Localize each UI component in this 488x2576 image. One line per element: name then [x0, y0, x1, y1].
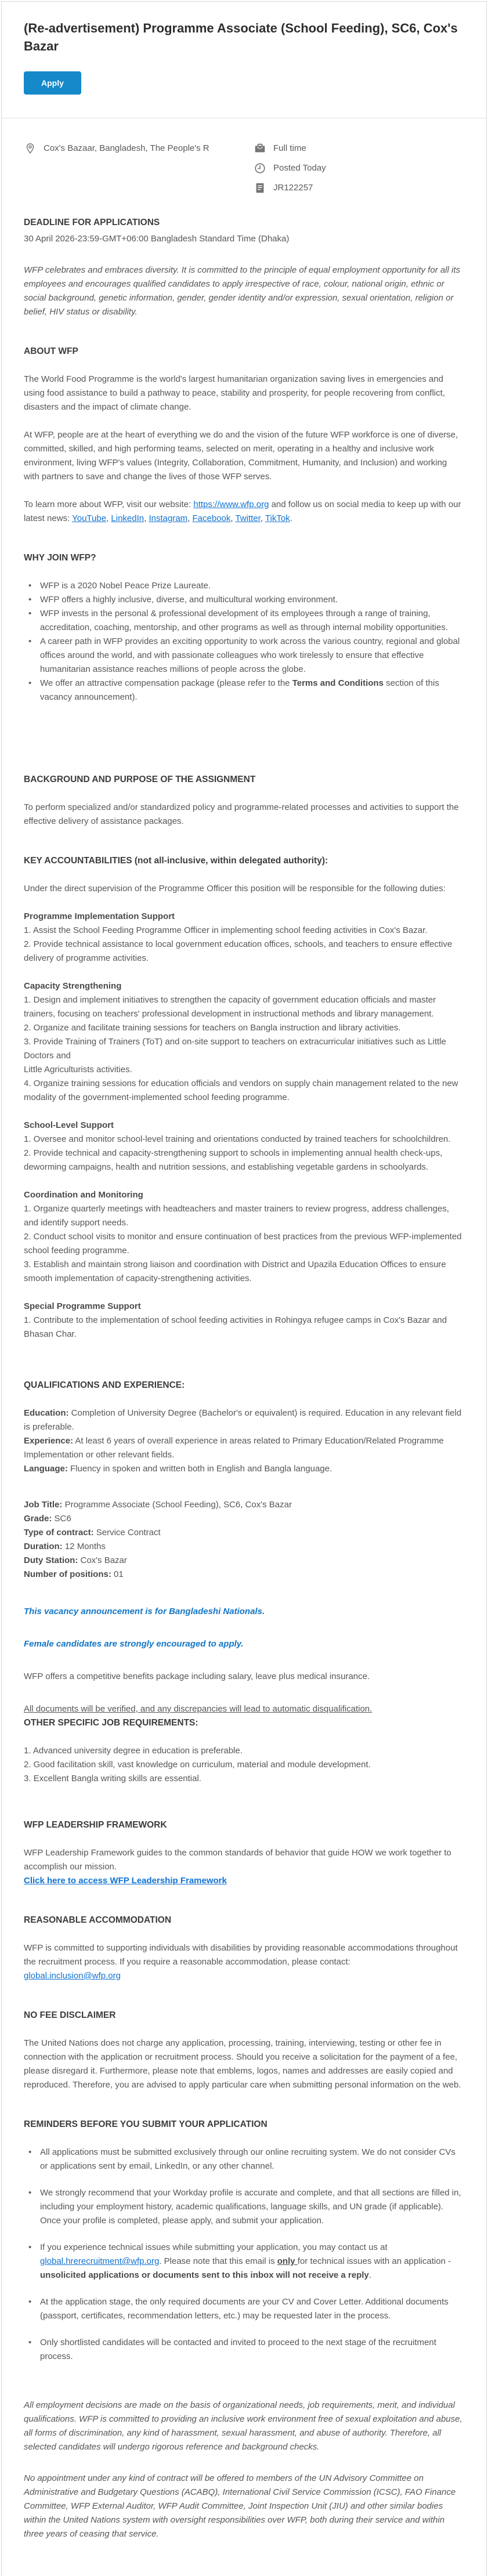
reminder-text: Only shortlisted candidates will be contacted and invited to proceed to the next stage of the recruitment process. [40, 2338, 436, 2361]
qualification-text: At least 6 years of overall experience in areas related to Primary Education/Related Programme Implementation or other relevant fields. [24, 1436, 444, 1460]
deadline-heading: DEADLINE FOR APPLICATIONS [24, 218, 160, 227]
wfp-website-link[interactable]: https://www.wfp.org [193, 500, 269, 509]
reminders-list [24, 2146, 464, 2364]
no-fee-paragraph: The United Nations does not charge any application, processing, training, interviewing, testing or other fee in connection with the application or recruitment process. Should you receive a solicitation for the payment of a fee, please disregard it. Furthermore, please note that emblems, logos, names and addresses are easily copied and reproduced. Therefore, you are advised to apply particular care when submitting personal information on the web. [24, 2038, 461, 2090]
no-appointment-paragraph: No appointment under any kind of contract will be offered to members of the UN Advisory Committee on Administrative and Budgetary Questions (ACABQ), International Civil Service Commission (ICSC), FAO Finance Committee, WFP External Auditor, WFP Audit Committee, Joint Inspection Unit (JIU) and other similar bodies within the United Nations system with oversight responsibilities over WFP, both during their service and within three years of ceasing that service. [24, 2473, 456, 2539]
duty-subheading: Special Programme Support [24, 1301, 141, 1311]
nationals-notice: This vacancy announcement is for Bangladeshi Nationals. [24, 1607, 265, 1616]
reminder-item [24, 2295, 464, 2323]
duty-programme-implementation [24, 910, 464, 965]
job-details-list [24, 1498, 464, 1582]
qualification-item [24, 1462, 464, 1476]
social-link[interactable]: Facebook [192, 513, 231, 523]
job-detail-item [24, 1512, 464, 1526]
other-requirement-line: 2. Good facilitation skill, vast knowledge on curriculum, material and module development. [24, 1760, 371, 1770]
learn-more-text-2: and follow us on social media to keep up with our latest news: [24, 500, 461, 523]
background-heading: BACKGROUND AND PURPOSE OF THE ASSIGNMENT [24, 775, 256, 784]
job-detail-item [24, 1498, 464, 1512]
duty-line: 4. Organize training sessions for education officials and vendors on supply chain management related to the new modality of the government-implemented school feeding programme. [24, 1079, 458, 1102]
duty-line: 3. Provide Training of Trainers (ToT) and on-site support to teachers on extracurricular initiatives such as Little Doctors and [24, 1037, 446, 1061]
bullet-text: We offer an attractive compensation package (please refer to the [40, 678, 292, 688]
reminder-bold-text: unsolicited applications or documents sent to this inbox will not receive a reply [40, 2270, 369, 2280]
qualification-text: Completion of University Degree (Bachelor's or equivalent) is required. Education in any relevant field is preferable. [24, 1408, 462, 1432]
job-detail-text: Cox's Bazar [78, 1555, 127, 1565]
accommodation-text: WFP is committed to supporting individuals with disabilities by providing reasonable accommodations throughout the recruitment process. If you require a reasonable accommodation, please contact: [24, 1943, 458, 1967]
social-link[interactable]: Twitter [235, 513, 261, 523]
learn-more-text-1: To learn more about WFP, visit our website: [24, 500, 194, 509]
qualification-label: Language: [24, 1464, 68, 1474]
duty-lines [24, 993, 464, 1105]
no-fee-heading: NO FEE DISCLAIMER [24, 2010, 116, 2020]
req-id-text: JR122257 [273, 183, 313, 193]
location-pin-icon [24, 142, 37, 155]
duty-line: 2. Organize and facilitate training sessions for teachers on Bangla instruction and library activities. [24, 1023, 401, 1033]
briefcase-icon [254, 142, 266, 155]
job-detail-label: Duration: [24, 1542, 63, 1551]
job-detail-label: Duty Station: [24, 1555, 78, 1565]
duty-line: 2. Conduct school visits to monitor and ensure continuation of best practices from the previous WFP-implemented school feeding programme. [24, 1232, 462, 1256]
meta-left-column [24, 142, 254, 201]
reminder-text: At the application stage, the only required documents are your CV and Cover Letter. Additional documents (passport, certificates, recommendation letters, etc.) may be requested later in the process. [40, 2297, 449, 2321]
job-detail-label: Type of contract: [24, 1528, 94, 1537]
reminder-bold-underline-text: only [277, 2256, 298, 2266]
qualification-label: Education: [24, 1408, 69, 1418]
job-content [2, 118, 486, 2576]
social-link[interactable]: TikTok [265, 513, 290, 523]
accommodation-email-line [24, 1969, 464, 1983]
why-join-item [24, 676, 464, 704]
meta-posted [254, 161, 464, 175]
meta-right-column [254, 142, 464, 201]
verification-statement: All documents will be verified, and any discrepancies will lead to automatic disqualification. [24, 1704, 373, 1714]
duty-line: 3. Establish and maintain strong liaison and coordination with District and Upazila Education Offices to ensure smooth implementation of capacity-strengthening activities. [24, 1260, 446, 1283]
social-link-separator: . [290, 513, 292, 523]
duty-lines [24, 924, 464, 965]
bullet-text: WFP offers a highly inclusive, diverse, and multicultural working environment. [40, 595, 338, 605]
reminders-heading: REMINDERS BEFORE YOU SUBMIT YOUR APPLICATION [24, 2119, 268, 2129]
document-icon [254, 182, 266, 194]
duty-line: 1. Contribute to the implementation of school feeding activities in Rohingya refugee camps in Cox's Bazar and Bhasan Char. [24, 1315, 447, 1339]
duty-school-level [24, 1119, 464, 1174]
social-links [72, 513, 292, 523]
job-detail-label: Job Title: [24, 1500, 63, 1510]
meta-req-id [254, 181, 464, 195]
job-detail-label: Number of positions: [24, 1569, 111, 1579]
deadline-value: 30 April 2026-23:59-GMT+06:00 Bangladesh Standard Time (Dhaka) [24, 234, 290, 244]
duty-subheading: Coordination and Monitoring [24, 1190, 143, 1200]
other-requirements-list [24, 1744, 464, 1786]
social-link-separator: , [230, 513, 236, 523]
why-join-item [24, 635, 464, 676]
why-join-item [24, 593, 464, 607]
location-text: Cox's Bazaar, Bangladesh, The People's R [44, 143, 209, 153]
why-join-list [24, 579, 464, 704]
reminder-item [24, 2186, 464, 2228]
reminder-mid-text: . Please note that this email is [159, 2256, 277, 2266]
reminder-item [24, 2241, 464, 2282]
about-paragraph-2: At WFP, people are at the heart of everything we do and the vision of the future WFP workforce is one of diverse, committed, skilled, and high performing teams, selected on merit, operating in a healthy and inclusive work environment, living WFP's values (Integrity, Collaboration, Commitment, Humanity, and Inclusion) and working with partners to save and change the lives of those WFP serves. [24, 430, 458, 482]
reminder-text: All applications must be submitted exclusively through our online recruiting system. We do not consider CVs or applications sent by email, LinkedIn, or any other channel. [40, 2147, 456, 2171]
time-type-text: Full time [273, 143, 306, 153]
key-accountabilities-heading: KEY ACCOUNTABILITIES (not all-inclusive, within delegated authority): [24, 856, 328, 866]
qualifications-heading: QUALIFICATIONS AND EXPERIENCE: [24, 1380, 185, 1390]
social-link-separator: , [144, 513, 149, 523]
duty-lines [24, 1314, 464, 1341]
accommodation-paragraph [24, 1941, 464, 1969]
duty-capacity-strengthening [24, 979, 464, 1105]
duty-subheading: School-Level Support [24, 1120, 114, 1130]
reminder-item [24, 2146, 464, 2173]
duty-coordination-monitoring [24, 1188, 464, 1286]
hr-recruitment-email-link[interactable]: global.hrerecruitment@wfp.org [40, 2256, 160, 2266]
diversity-statement: WFP celebrates and embraces diversity. It is committed to the principle of equal employment opportunity for all its employees and encourages qualified candidates to apply irrespective of race, colour, national origin, ethnic or social background, genetic information, gender, gender identity and/or expression, sexual orientation, religion or belief, HIV status or disability. [24, 265, 460, 317]
reminder-text: If you experience technical issues while submitting your application, you may contact us at [40, 2242, 388, 2252]
bullet-text: A career path in WFP provides an exciting opportunity to work across the various country, regional and global offices around the world, and with passionate colleagues who work tirelessly to ensure that effective humanitarian assistance reaches millions of people across the globe. [40, 636, 460, 674]
employment-decisions-paragraph: All employment decisions are made on the basis of organizational needs, job requirements, merit, and individual qualifications. WFP is committed to providing an inclusive work environment free of sexual exploitation and abuse, all forms of discrimination, any kind of harassment, sexual harassment, and abuse of authority. Therefore, all selected candidates will undergo rigorous reference and background checks. [24, 2400, 462, 2452]
reminder-mid2-text: for technical issues with an application - [297, 2256, 451, 2266]
clock-icon [254, 162, 266, 175]
job-detail-text: 12 Months [62, 1542, 106, 1551]
duty-line: 1. Design and implement initiatives to strengthen the capacity of government education officials and master trainers, focusing on teachers' professional development in instructional methods and library management. [24, 995, 436, 1019]
other-requirement-line: 3. Excellent Bangla writing skills are essential. [24, 1774, 201, 1783]
leadership-framework-link[interactable]: Click here to access WFP Leadership Framework [24, 1876, 227, 1886]
job-detail-text: SC6 [52, 1514, 71, 1524]
social-link[interactable]: Instagram [149, 513, 188, 523]
duty-line: 2. Provide technical and capacity-strengthening support to schools in implementing annual health check-ups, deworming campaigns, health and nutrition sessions, and establishing vegetable gardens in schoolyards. [24, 1148, 443, 1172]
benefits-paragraph: WFP offers a competitive benefits package including salary, leave plus medical insurance. [24, 1671, 370, 1681]
qualifications-list [24, 1406, 464, 1476]
job-detail-item [24, 1554, 464, 1568]
duty-line: Little Agriculturists activities. [24, 1065, 132, 1074]
page-title: (Re-advertisement) Programme Associate (School Feeding), SC6, Cox's Bazar [24, 21, 458, 53]
other-requirements-heading: OTHER SPECIFIC JOB REQUIREMENTS: [24, 1718, 198, 1728]
inclusion-email-link[interactable]: global.inclusion@wfp.org [24, 1971, 121, 1981]
qualification-text: Fluency in spoken and written both in English and Bangla language. [67, 1464, 332, 1474]
qualification-item [24, 1406, 464, 1434]
job-detail-text: Service Contract [93, 1528, 161, 1537]
job-detail-label: Grade: [24, 1514, 52, 1524]
other-requirement-line: 1. Advanced university degree in education is preferable. [24, 1746, 243, 1756]
job-detail-text: Programme Associate (School Feeding), SC6, Cox's Bazar [62, 1500, 292, 1510]
meta-location [24, 142, 254, 155]
duty-line: 1. Assist the School Feeding Programme Officer in implementing school feeding activities in Cox's Bazar. [24, 925, 428, 935]
job-detail-item [24, 1568, 464, 1582]
duty-line: 2. Provide technical assistance to local government education offices, schools, and teachers to ensure effective delivery of programme activities. [24, 939, 453, 963]
reasonable-accommodation-heading: REASONABLE ACCOMMODATION [24, 1915, 172, 1925]
social-link-separator: , [187, 513, 193, 523]
leadership-framework-heading: WFP LEADERSHIP FRAMEWORK [24, 1820, 167, 1830]
why-join-item [24, 579, 464, 593]
job-detail-text: 01 [111, 1569, 124, 1579]
duty-lines [24, 1202, 464, 1286]
duty-subheading: Programme Implementation Support [24, 911, 175, 921]
duty-line: 1. Oversee and monitor school-level training and orientations conducted by trained teachers for schoolchildren. [24, 1134, 451, 1144]
background-paragraph: To perform specialized and/or standardized policy and programme-related processes and activities to support the effective delivery of assistance packages. [24, 802, 459, 826]
key-accountabilities-intro: Under the direct supervision of the Programme Officer this position will be responsible for the following duties: [24, 884, 446, 893]
bullet-post-text: section of this vacancy announcement). [40, 678, 439, 702]
social-link-separator: , [260, 513, 265, 523]
duty-line: 1. Organize quarterly meetings with headteachers and master trainers to review progress, address challenges, and identify support needs. [24, 1204, 449, 1228]
reminder-text: We strongly recommend that your Workday profile is accurate and complete, and that all sections are filled in, including your employment history, academic qualifications, language skills, and UN grade (if applicable). Once your profile is completed, please apply, and submit your application. [40, 2188, 461, 2226]
job-header [2, 2, 486, 118]
about-wfp-heading: ABOUT WFP [24, 346, 78, 356]
bullet-bold-text: Terms and Conditions [292, 678, 384, 688]
bullet-text: WFP is a 2020 Nobel Peace Prize Laureate. [40, 581, 211, 591]
social-link-separator: , [106, 513, 111, 523]
job-meta [24, 118, 464, 201]
why-join-heading: WHY JOIN WFP? [24, 553, 96, 563]
job-posting-page [1, 1, 487, 2576]
qualification-label: Experience: [24, 1436, 74, 1446]
reminder-item [24, 2336, 464, 2364]
about-paragraph-1: The World Food Programme is the world's largest humanitarian organization saving lives in emergencies and using food assistance to build a pathway to peace, stability and prosperity, for people recovering from conflict, disasters and the impact of climate change. [24, 374, 445, 412]
duty-subheading: Capacity Strengthening [24, 981, 122, 991]
female-candidates-notice: Female candidates are strongly encouraged to apply. [24, 1639, 244, 1649]
social-link[interactable]: LinkedIn [111, 513, 144, 523]
qualification-item [24, 1434, 464, 1462]
social-link[interactable]: YouTube [72, 513, 107, 523]
leadership-link-line [24, 1874, 464, 1888]
duty-lines [24, 1133, 464, 1174]
posted-text: Posted Today [273, 163, 326, 173]
meta-time-type [254, 142, 464, 155]
reminder-post-text: . [368, 2270, 371, 2280]
learn-more-paragraph [24, 498, 464, 526]
leadership-paragraph: WFP Leadership Framework guides to the common standards of behavior that guide HOW we work together to accomplish our mission. [24, 1848, 451, 1872]
bullet-text: WFP invests in the personal & professional development of its employees through a range of training, accreditation, coaching, mentorship, and other programs as well as through internal mobility opportunities. [40, 609, 448, 632]
job-detail-item [24, 1526, 464, 1540]
why-join-item [24, 607, 464, 635]
duty-special-programme [24, 1300, 464, 1341]
job-detail-item [24, 1540, 464, 1554]
apply-button[interactable]: Apply [24, 71, 81, 95]
